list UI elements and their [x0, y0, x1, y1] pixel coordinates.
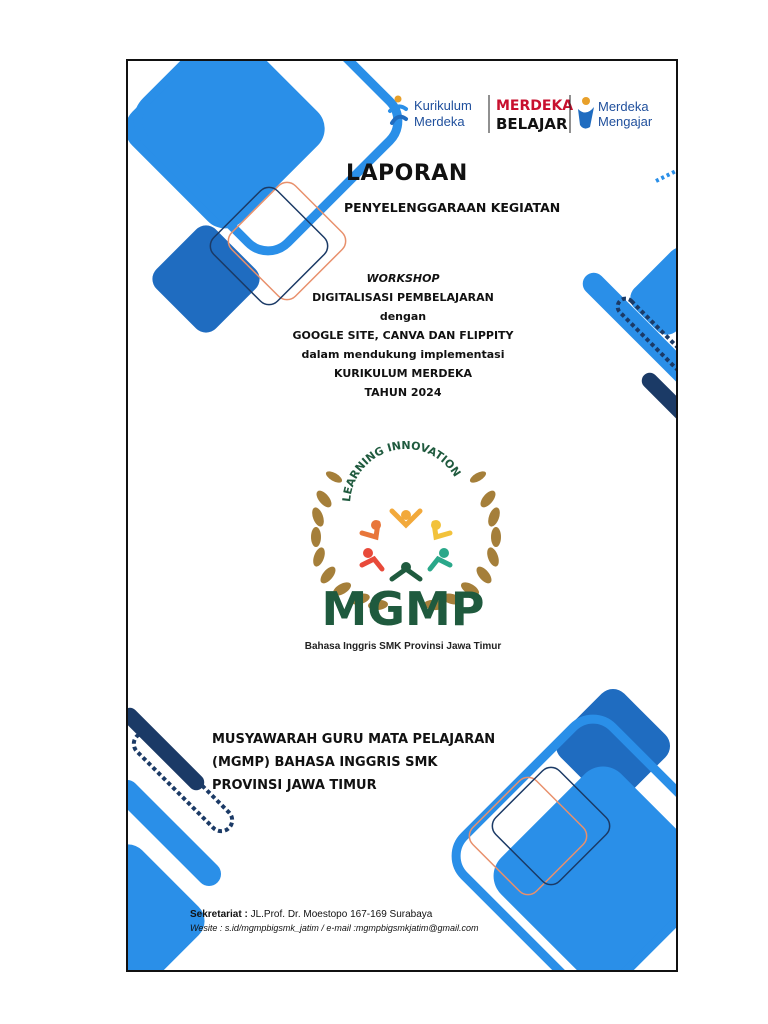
event-line: dalam mendukung implementasi [301, 348, 505, 361]
event-line: dengan [379, 310, 427, 323]
report-cover-page [126, 59, 678, 972]
org-line: PROVINSI JAWA TIMUR [212, 778, 377, 793]
report-subtitle: PENYELENGGARAAN KEGIATAN [344, 200, 561, 215]
event-line: DIGITALISASI PEMBELAJARAN [312, 291, 494, 304]
event-description [253, 269, 553, 402]
org-line: (MGMP) BAHASA INGGRIS SMK [212, 755, 438, 770]
merdeka-belajar-line2: BELAJAR [496, 115, 568, 133]
footer-contact [190, 909, 479, 933]
kurikulum-line2: Merdeka [414, 114, 465, 129]
deco-right-bar-3 [638, 369, 678, 458]
event-line: KURIKULUM MERDEKA [333, 367, 473, 380]
event-line: WORKSHOP [366, 272, 440, 285]
event-line: GOOGLE SITE, CANVA DAN FLIPPITY [292, 329, 514, 342]
logo-arc-text: LEARNING INNOVATION [340, 438, 464, 503]
partner-logos [386, 91, 676, 137]
kurikulum-merdeka-logo [390, 96, 472, 130]
merdeka-mengajar-logo [578, 97, 653, 129]
people-circle-icon [362, 510, 450, 579]
kurikulum-line1: Kurikulum [414, 98, 472, 113]
mgmp-logo [278, 429, 528, 669]
event-line: TAHUN 2024 [364, 386, 442, 399]
logo-acronym: MGMP [321, 582, 485, 636]
logo-caption: Bahasa Inggris SMK Provinsi Jawa Timur [304, 641, 502, 652]
report-title: LAPORAN [346, 161, 468, 186]
deco-right-dashes [656, 171, 676, 181]
website-email-line: Wesite : s.id/mgmpbigsmk_jatim / e-mail :mgmpbigsmkjatim@gmail.com [190, 923, 479, 933]
merdeka-belajar-line1: MERDEKA [496, 98, 574, 114]
merdeka-belajar-logo [496, 98, 573, 133]
secretariat-address: JL.Prof. Dr. Moestopo 167-169 Surabaya [247, 909, 433, 920]
mengajar-line1: Merdeka [598, 99, 649, 114]
mengajar-line2: Mengajar [598, 114, 653, 129]
deco-left-bar-1 [128, 704, 208, 793]
org-line: MUSYAWARAH GURU MATA PELAJARAN [212, 732, 496, 747]
organization-name [212, 728, 495, 797]
secretariat-label: Sekretariat : [190, 909, 248, 920]
